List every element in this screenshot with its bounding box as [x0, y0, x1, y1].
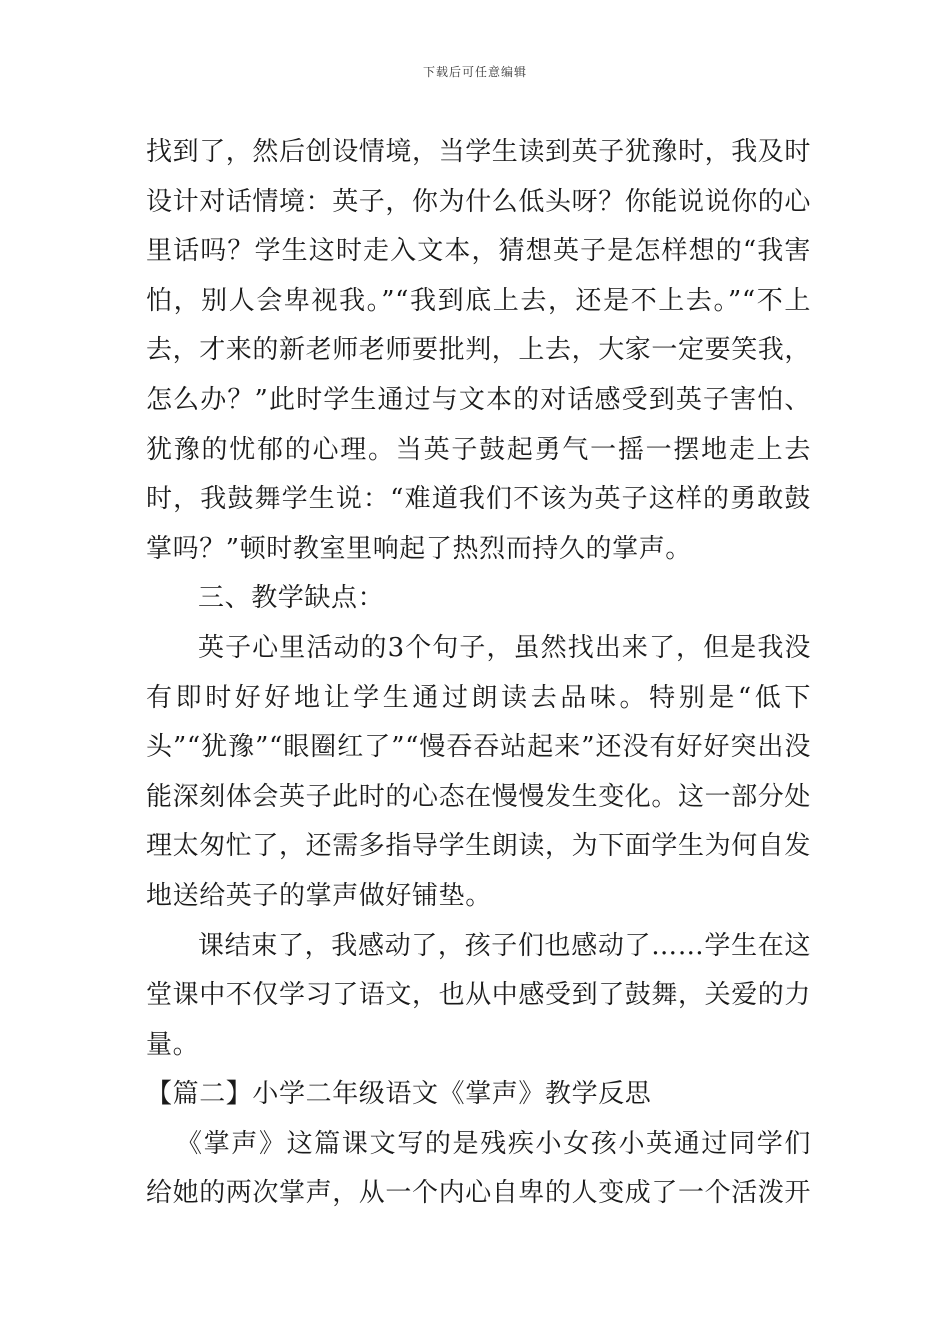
paragraph-shortcomings: 英子心里活动的3个句子，虽然找出来了，但是我没有即时好好地让学生通过朗读去品味。特别是“低下头”“犹豫”“眼圈红了”“慢吞吞站起来”还没有好好突出没能深刻体会英子此时的心态在慢慢发生变化。这一部分处理太匆忙了，还需多指导学生朗读，为下面学生为何自发地送给英子的掌声做好铺垫。: [146, 632, 812, 911]
section-heading-teaching-shortcomings: 三、教学缺点：: [198, 583, 385, 614]
article-title-part-two: 【篇二】小学二年级语文《掌声》教学反思: [146, 1079, 652, 1110]
paragraph-continuation: 找到了，然后创设情境，当学生读到英子犹豫时，我及时设计对话情境：英子，你为什么低头呀？你能说说你的心里话吗？学生这时走入文本，猜想英子是怎样想的“我害怕，别人会卑视我。”“我到底上去，还是不上去。”“不上去，才来的新老师老师要批判，上去，大家一定要笑我，怎么办？”此时学生通过与文本的对话感受到英子害怕、犹豫的忧郁的心理。当英子鼓起勇气一摇一摆地走上去时，我鼓舞学生说：“难道我们不该为英子这样的勇敢鼓掌吗？”顿时教室里响起了热烈而持久的掌声。: [146, 137, 812, 564]
paragraph-conclusion: 课结束了，我感动了，孩子们也感动了……学生在这堂课中不仅学习了语文，也从中感受到了鼓舞，关爱的力量。: [146, 930, 812, 1060]
page-header: 下载后可任意编辑: [422, 65, 527, 79]
paragraph-intro: 《掌声》这篇课文写的是残疾小女孩小英通过同学们给她的两次掌声，从一个内心自卑的人变成了一个活泼开: [146, 1128, 812, 1209]
document-body: [146, 128, 811, 1219]
